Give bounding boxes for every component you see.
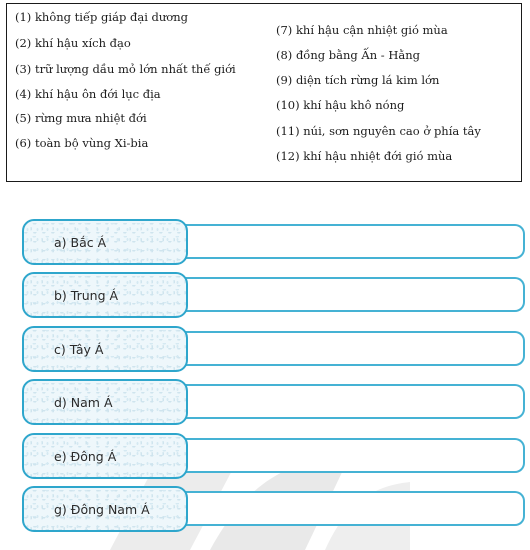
region-label: e) Đông Á	[54, 449, 117, 464]
answer-box-nam-a[interactable]	[177, 384, 525, 419]
option-10: (10) khí hậu khô nóng	[276, 98, 405, 112]
option-8: (8) đồng bằng Ấn - Hằng	[276, 48, 420, 62]
option-6: (6) toàn bộ vùng Xi-bia	[15, 136, 149, 150]
answer-box-trung-a[interactable]	[177, 277, 525, 312]
answer-box-bac-a[interactable]	[177, 224, 525, 259]
region-label: a) Bắc Á	[54, 235, 107, 250]
region-row-trung-a	[22, 272, 528, 318]
region-row-dong-nam-a	[22, 486, 528, 532]
options-box	[6, 3, 522, 182]
option-3: (3) trữ lượng dầu mỏ lớn nhất thế giới	[15, 62, 236, 76]
region-row-tay-a	[22, 326, 528, 372]
region-row-nam-a	[22, 379, 528, 425]
option-9: (9) diện tích rừng lá kim lớn	[276, 73, 440, 87]
answer-box-dong-a[interactable]	[177, 438, 525, 473]
region-row-dong-a	[22, 433, 528, 479]
option-7: (7) khí hậu cận nhiệt gió mùa	[276, 23, 448, 37]
answer-box-tay-a[interactable]	[177, 331, 525, 366]
option-2: (2) khí hậu xích đạo	[15, 36, 131, 50]
region-tag-nam-a	[22, 379, 188, 425]
answer-box-dong-nam-a[interactable]	[177, 491, 525, 526]
option-1: (1) không tiếp giáp đại dương	[15, 10, 188, 24]
region-tag-dong-nam-a	[22, 486, 188, 532]
option-11: (11) núi, sơn nguyên cao ở phía tây	[276, 124, 481, 138]
region-label: g) Đông Nam Á	[54, 502, 150, 517]
option-5: (5) rừng mưa nhiệt đới	[15, 111, 147, 125]
region-label: b) Trung Á	[54, 288, 119, 303]
region-tag-dong-a	[22, 433, 188, 479]
region-tag-tay-a	[22, 326, 188, 372]
region-label: d) Nam Á	[54, 395, 113, 410]
region-tag-bac-a	[22, 219, 188, 265]
region-tag-trung-a	[22, 272, 188, 318]
option-4: (4) khí hậu ôn đới lục địa	[15, 87, 161, 101]
region-label: c) Tây Á	[54, 342, 104, 357]
option-12: (12) khí hậu nhiệt đới gió mùa	[276, 149, 453, 163]
region-row-bac-a	[22, 219, 528, 265]
